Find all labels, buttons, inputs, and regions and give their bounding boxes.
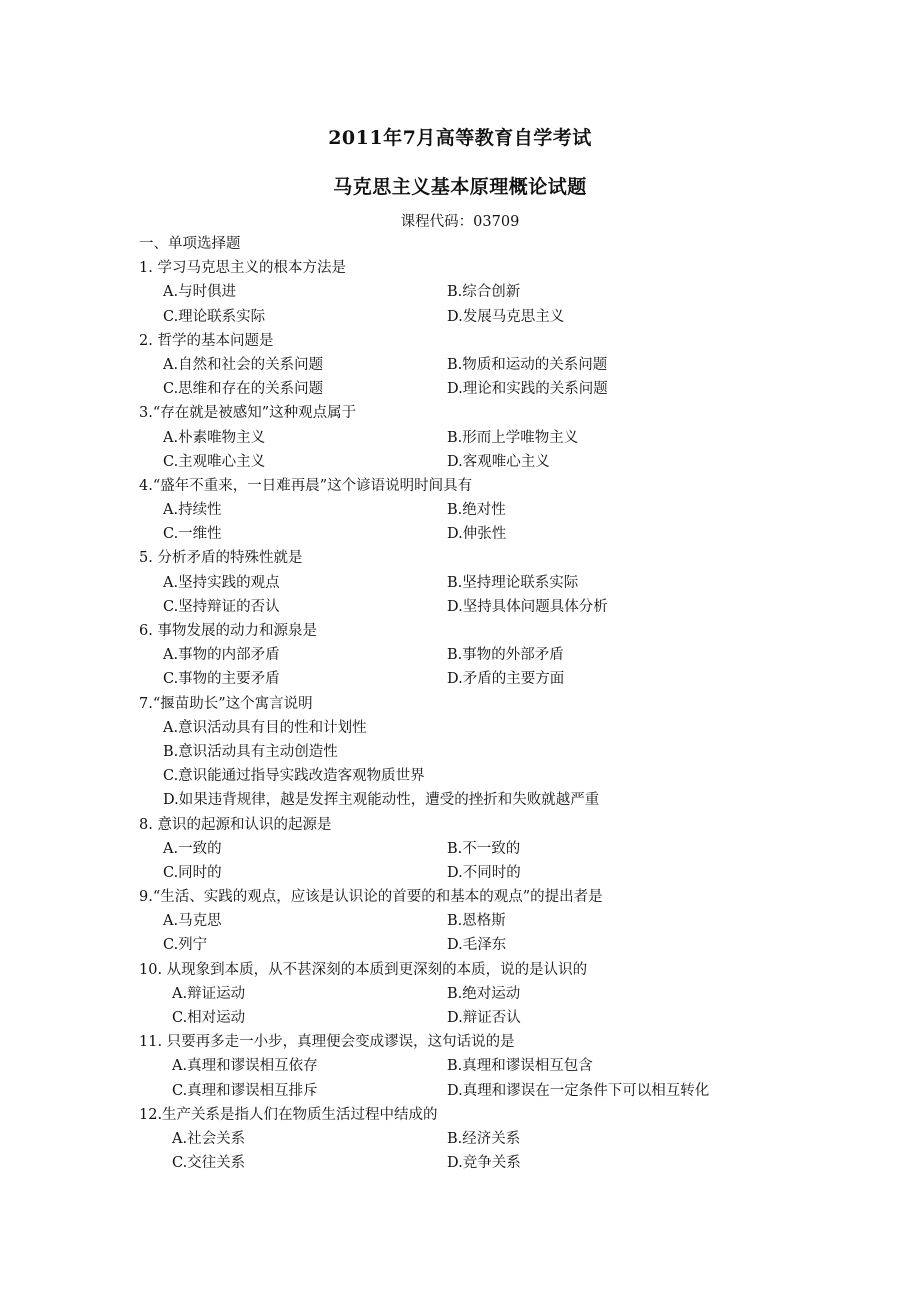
option-7d: D.如果违背规律，越是发挥主观能动性，遭受的挫折和失败就越严重: [163, 792, 600, 809]
option-9c: C.列宁: [163, 937, 208, 954]
question-stem-9: 9.“生活、实践的观点，应该是认识论的首要的和基本的观点”的提出者是: [139, 889, 603, 906]
question-stem-8: 8. 意识的起源和认识的起源是: [139, 816, 332, 833]
option-9d: D.毛泽东: [447, 937, 507, 954]
option-9b: B.恩格斯: [447, 913, 506, 930]
option-5c: C.坚持辩证的否认: [163, 598, 280, 615]
question-stem-11: 11. 只要再多走一小步，真理便会变成谬误，这句话说的是: [139, 1034, 515, 1051]
option-5b: B.坚持理论联系实际: [447, 574, 579, 591]
option-7c: C.意识能通过指导实践改造客观物质世界: [163, 768, 425, 785]
option-1a: A.与时俱进: [163, 284, 237, 301]
option-7b: B.意识活动具有主动创造性: [163, 743, 338, 760]
question-stem-5: 5. 分析矛盾的特殊性就是: [139, 550, 303, 567]
option-4a: A.持续性: [163, 502, 222, 519]
question-stem-10: 10. 从现象到本质，从不甚深刻的本质到更深刻的本质，说的是认识的: [139, 961, 588, 978]
option-1b: B.综合创新: [447, 284, 521, 301]
option-5d: D.坚持具体问题具体分析: [447, 598, 608, 615]
question-stem-7: 7.“揠苗助长”这个寓言说明: [139, 695, 313, 712]
option-9a: A.马克思: [163, 913, 222, 930]
option-11b: B.真理和谬误相互包含: [447, 1058, 593, 1075]
question-stem-6: 6. 事物发展的动力和源泉是: [139, 623, 317, 639]
option-12b: B.经济关系: [447, 1130, 521, 1147]
option-1c: C.理论联系实际: [163, 308, 266, 325]
option-12a: A.社会关系: [172, 1130, 246, 1147]
question-stem-4: 4.“盛年不重来，一日难再晨”这个谚语说明时间具有: [139, 477, 473, 494]
option-11d: D.真理和谬误在一定条件下可以相互转化: [447, 1082, 710, 1099]
option-7a: A.意识活动具有目的性和计划性: [163, 719, 367, 736]
question-list: [139, 232, 819, 1175]
option-3b: B.形而上学唯物主义: [447, 429, 579, 446]
option-10c: C.相对运动: [172, 1010, 246, 1026]
option-10a: A.辩证运动: [172, 985, 246, 1002]
question-stem-3: 3.“存在就是被感知”这种观点属于: [139, 405, 357, 422]
option-4b: B.绝对性: [447, 502, 506, 519]
option-4d: D.伸张性: [447, 526, 507, 543]
question-stem-1: 1. 学习马克思主义的根本方法是: [139, 260, 346, 277]
option-3c: C.主观唯心主义: [163, 453, 266, 470]
option-3a: A.朴素唯物主义: [163, 429, 266, 446]
option-2b: B.物质和运动的关系问题: [447, 356, 608, 373]
option-3d: D.客观唯心主义: [447, 453, 550, 470]
option-1d: D.发展马克思主义: [447, 308, 565, 325]
option-6c: C.事物的主要矛盾: [163, 671, 280, 688]
option-5a: A.坚持实践的观点: [163, 574, 280, 591]
option-11a: A.真理和谬误相互依存: [172, 1058, 318, 1075]
option-8a: A.一致的: [163, 840, 222, 857]
option-8c: C.同时的: [163, 864, 222, 881]
option-10d: D.辩证否认: [447, 1010, 521, 1026]
option-12d: D.竞争关系: [447, 1155, 521, 1172]
exam-title: 2011年7月高等教育自学考试: [328, 127, 592, 149]
option-8d: D.不同时的: [447, 864, 521, 881]
option-6a: A.事物的内部矛盾: [163, 647, 280, 664]
section-heading: 一、单项选择题: [139, 236, 241, 252]
option-6d: D.矛盾的主要方面: [447, 671, 565, 688]
course-code: 课程代码：03709: [400, 214, 520, 230]
option-12c: C.交往关系: [172, 1155, 246, 1172]
option-10b: B.绝对运动: [447, 985, 521, 1002]
option-6b: B.事物的外部矛盾: [447, 647, 564, 664]
option-2d: D.理论和实践的关系问题: [447, 381, 608, 398]
option-11c: C.真理和谬误相互排斥: [172, 1082, 318, 1099]
question-stem-2: 2. 哲学的基本问题是: [139, 332, 274, 349]
option-8b: B.不一致的: [447, 840, 521, 857]
option-4c: C.一维性: [163, 526, 222, 543]
question-stem-12: 12.生产关系是指人们在物质生活过程中结成的: [139, 1106, 438, 1123]
exam-subtitle: 马克思主义基本原理概论试题: [333, 176, 587, 198]
option-2a: A.自然和社会的关系问题: [163, 356, 324, 373]
option-2c: C.思维和存在的关系问题: [163, 381, 324, 398]
